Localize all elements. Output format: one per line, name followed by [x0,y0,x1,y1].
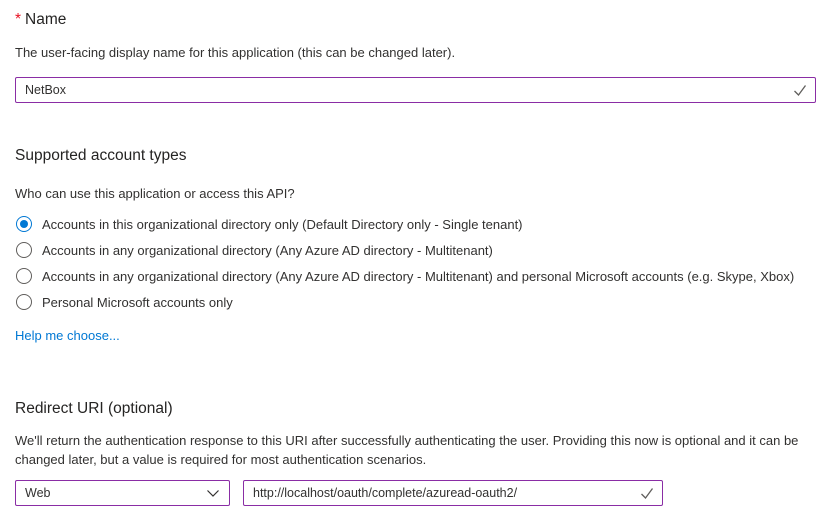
name-field-container [15,77,816,103]
checkmark-icon [640,487,654,500]
redirect-uri-field-container [243,480,663,506]
radio-option-label: Accounts in any organizational directory (Any Azure AD directory - Multitenant) [42,242,493,258]
radio-option-label: Accounts in any organizational directory (Any Azure AD directory - Multitenant) and personal Microsoft accounts (e.g. Skype, Xbox) [42,268,795,284]
radio-button-icon [16,242,32,258]
name-input[interactable] [16,78,815,102]
radio-option-personal-only[interactable] [15,289,815,315]
radio-option-label: Personal Microsoft accounts only [42,294,233,310]
platform-select-value: Web [25,486,51,500]
help-me-choose-link[interactable]: Help me choose... [15,328,120,343]
chevron-down-icon [207,490,219,497]
required-marker: * [15,11,22,28]
radio-option-multitenant[interactable] [15,237,815,263]
radio-button-icon [16,294,32,310]
account-types-title: Supported account types [15,147,187,164]
platform-select[interactable] [15,480,230,506]
redirect-uri-description: We'll return the authentication response to this URI after successfully authenticating the user. Providing this now is optional and it can be changed later, but a value is required for most authentication scenarios. [15,433,799,467]
redirect-uri-title: Redirect URI (optional) [15,400,173,417]
account-types-question: Who can use this application or access this API? [15,186,295,201]
radio-option-label: Accounts in this organizational directory only (Default Directory only - Single tenant) [42,216,523,232]
checkmark-icon [793,84,807,97]
name-description: The user-facing display name for this application (this can be changed later). [15,45,456,60]
name-section-title [15,10,815,29]
redirect-uri-input[interactable] [244,481,662,505]
radio-button-icon [16,216,32,232]
account-type-radio-group [15,211,815,315]
name-title-text: Name [25,11,67,28]
radio-option-single-tenant[interactable] [15,211,815,237]
redirect-uri-row [15,480,815,506]
radio-button-icon [16,268,32,284]
radio-option-multitenant-personal[interactable] [15,263,815,289]
